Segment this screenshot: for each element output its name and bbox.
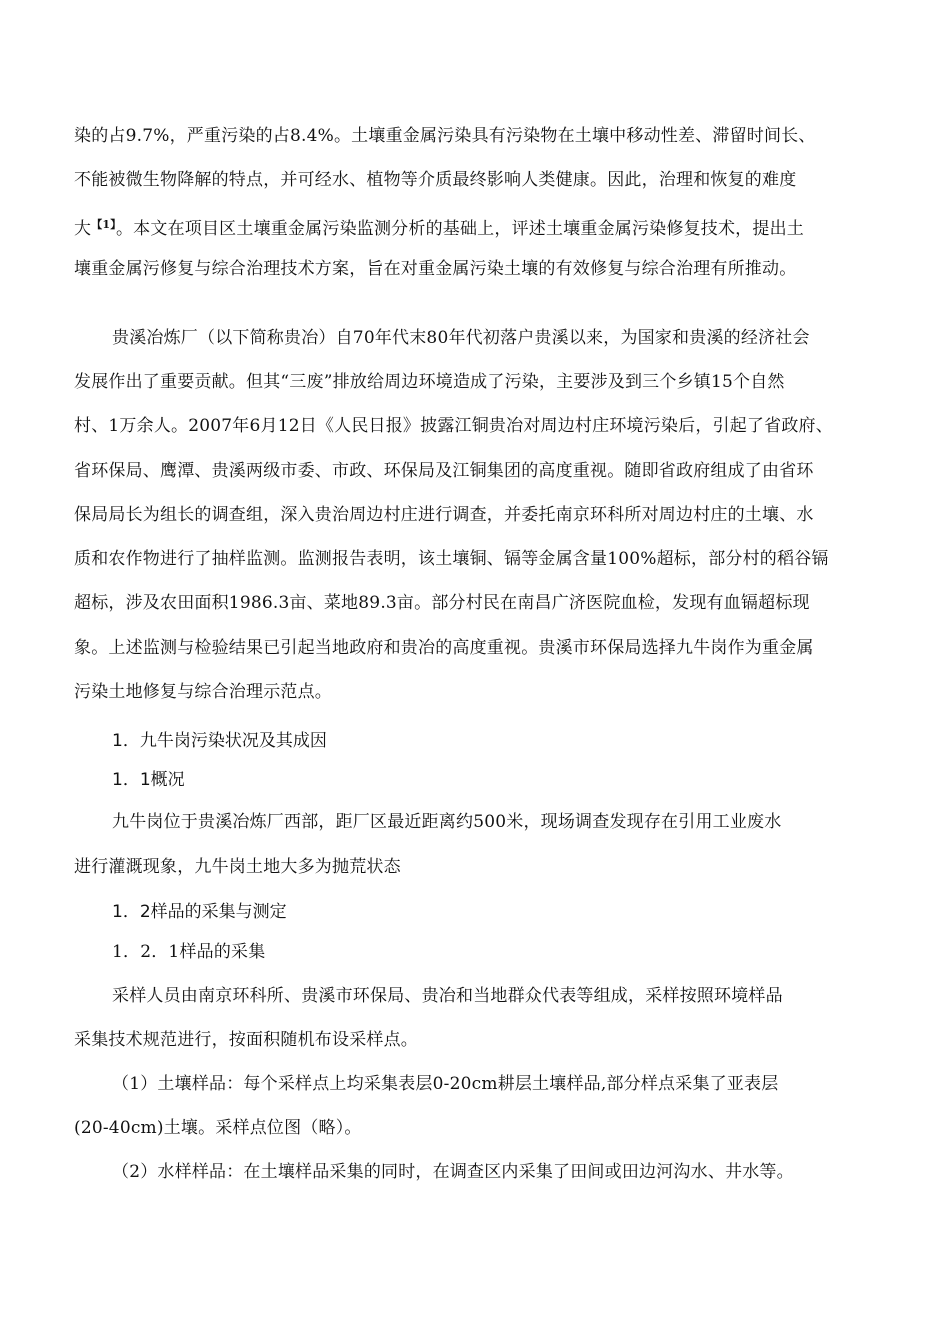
- subsubsection-heading: 1．2．1样品的采集: [112, 942, 266, 962]
- paragraph-line: 九牛岗位于贵溪冶炼厂西部，距厂区最近距离约500米，现场调查发现存在引用工业废水: [112, 812, 782, 832]
- list-item-line: （2）水样样品：在土壤样品采集的同时，在调查区内采集了田间或田边河沟水、井水等。: [112, 1162, 794, 1182]
- paragraph-line: 贵溪冶炼厂（以下简称贵冶）自70年代末80年代初落户贵溪以来，为国家和贵溪的经济社会: [112, 328, 810, 348]
- subsection-heading: 1．2样品的采集与测定: [112, 902, 287, 922]
- paragraph-line: 发展作出了重要贡献。但其“三废”排放给周边环境造成了污染，主要涉及到三个乡镇15个自然: [74, 372, 785, 392]
- paragraph-line: 进行灌溉现象，九牛岗土地大多为抛荒状态: [74, 857, 401, 877]
- subsection-heading: 1．1概况: [112, 770, 185, 790]
- list-item-line: (20-40cm)土壤。采样点位图（略）。: [74, 1118, 362, 1138]
- text-fragment: 大: [74, 219, 92, 239]
- section-heading: 1．九牛岗污染状况及其成因: [112, 731, 327, 751]
- text-fragment: 。本文在项目区土壤重金属污染监测分析的基础上，评述土壤重金属污染修复技术，提出土: [115, 219, 804, 239]
- paragraph-line: 壤重金属污修复与综合治理技术方案，旨在对重金属污染土壤的有效修复与综合治理有所推动。: [74, 259, 797, 279]
- citation-marker: 【1】: [91, 218, 116, 231]
- paragraph-line: 省环保局、鹰潭、贵溪两级市委、市政、环保局及江铜集团的高度重视。随即省政府组成了由省环: [74, 461, 814, 481]
- list-item-line: （1）土壤样品：每个采样点上均采集表层0-20cm耕层土壤样品,部分样点采集了亚表层: [112, 1074, 779, 1094]
- paragraph-line: 保局局长为组长的调查组，深入贵治周边村庄进行调查，并委托南京环科所对周边村庄的土壤、水: [74, 505, 814, 525]
- paragraph-line: [74, 213, 804, 241]
- paragraph-line: 采样人员由南京环科所、贵溪市环保局、贵冶和当地群众代表等组成，采样按照环境样品: [112, 986, 783, 1006]
- paragraph-line: 象。上述监测与检验结果已引起当地政府和贵冶的高度重视。贵溪市环保局选择九牛岗作为重金属: [74, 638, 814, 658]
- paragraph-line: 质和农作物进行了抽样监测。监测报告表明，该土壤铜、镉等金属含量100%超标，部分村的稻谷镉: [74, 549, 829, 569]
- paragraph-line: 超标，涉及农田面积1986.3亩、菜地89.3亩。部分村民在南昌广济医院血检，发现有血镉超标现: [74, 593, 810, 613]
- paragraph-line: 不能被微生物降解的特点，并可经水、植物等介质最终影响人类健康。因此，治理和恢复的难度: [74, 170, 797, 190]
- paragraph-line: 村、1万余人。2007年6月12日《人民日报》披露江铜贵冶对周边村庄环境污染后，引起了省政府、: [74, 416, 833, 436]
- paragraph-line: 污染土地修复与综合治理示范点。: [74, 682, 332, 702]
- paragraph-line: 染的占9.7%，严重污染的占8.4%。土壤重金属污染具有污染物在土壤中移动性差、滞留时间长、: [74, 126, 816, 146]
- paragraph-line: 采集技术规范进行，按面积随机布设采样点。: [74, 1030, 418, 1050]
